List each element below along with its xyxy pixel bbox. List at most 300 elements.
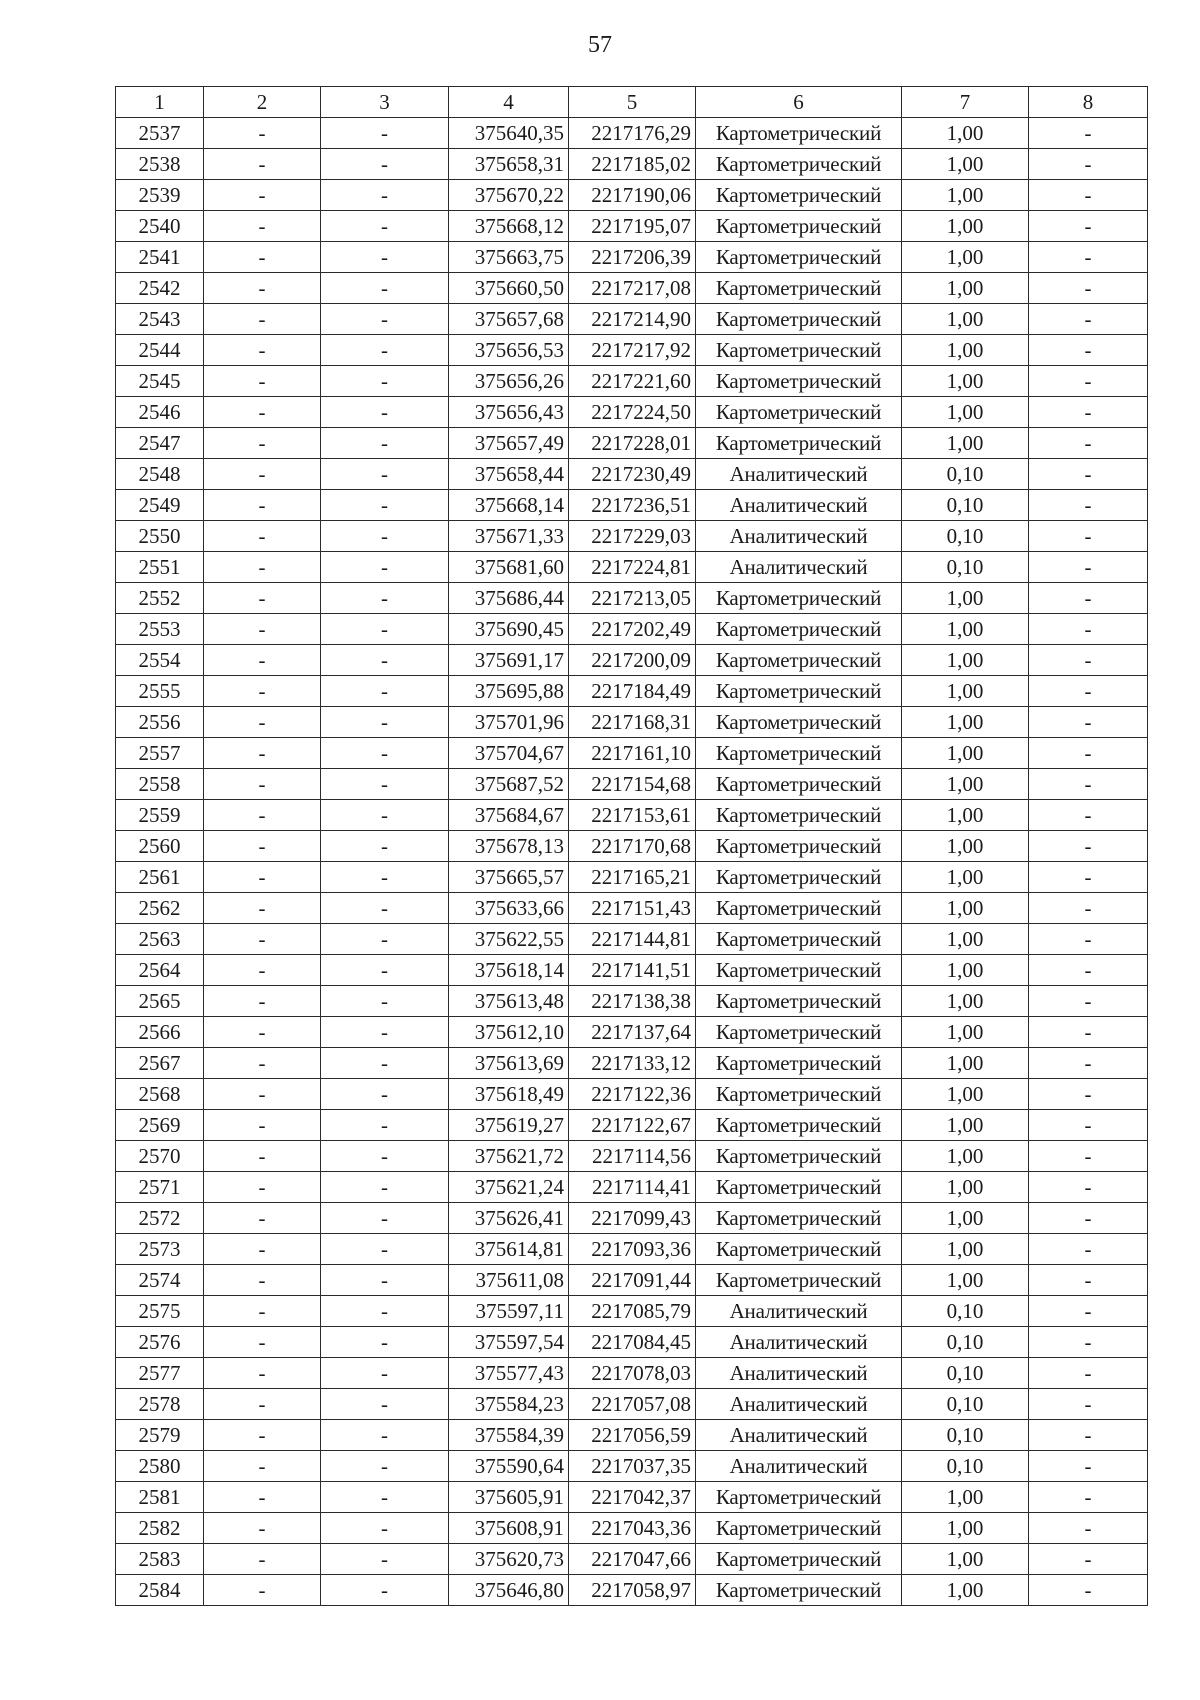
- column-header: 4: [449, 87, 569, 118]
- table-row: [116, 118, 1148, 149]
- table-row: [116, 397, 1148, 428]
- y-coordinate-cell: 2217037,35: [569, 1451, 696, 1482]
- accuracy-cell: 1,00: [902, 676, 1029, 707]
- column-3-cell: -: [321, 1420, 449, 1451]
- y-coordinate-cell: 2217224,50: [569, 397, 696, 428]
- accuracy-cell: 1,00: [902, 893, 1029, 924]
- column-3-cell: -: [321, 304, 449, 335]
- column-8-cell: -: [1029, 304, 1148, 335]
- x-coordinate-cell: 375618,49: [449, 1079, 569, 1110]
- accuracy-cell: 1,00: [902, 738, 1029, 769]
- method-cell: Аналитический: [696, 1358, 902, 1389]
- column-8-cell: -: [1029, 366, 1148, 397]
- accuracy-cell: 1,00: [902, 1575, 1029, 1606]
- column-3-cell: -: [321, 1513, 449, 1544]
- page-number: 57: [588, 32, 612, 58]
- method-cell: Картометрический: [696, 893, 902, 924]
- x-coordinate-cell: 375584,39: [449, 1420, 569, 1451]
- method-cell: Картометрический: [696, 366, 902, 397]
- y-coordinate-cell: 2217122,36: [569, 1079, 696, 1110]
- method-cell: Картометрический: [696, 180, 902, 211]
- table-row: [116, 1513, 1148, 1544]
- column-8-cell: -: [1029, 1513, 1148, 1544]
- method-cell: Картометрический: [696, 1544, 902, 1575]
- column-2-cell: -: [204, 273, 321, 304]
- column-8-cell: -: [1029, 1358, 1148, 1389]
- point-number-cell: 2558: [116, 769, 204, 800]
- x-coordinate-cell: 375684,67: [449, 800, 569, 831]
- point-number-cell: 2574: [116, 1265, 204, 1296]
- method-cell: Картометрический: [696, 707, 902, 738]
- x-coordinate-cell: 375690,45: [449, 614, 569, 645]
- column-3-cell: -: [321, 459, 449, 490]
- method-cell: Картометрический: [696, 149, 902, 180]
- table-row: [116, 614, 1148, 645]
- point-number-cell: 2547: [116, 428, 204, 459]
- column-2-cell: -: [204, 1420, 321, 1451]
- column-3-cell: -: [321, 335, 449, 366]
- column-2-cell: -: [204, 1358, 321, 1389]
- method-cell: Картометрический: [696, 1203, 902, 1234]
- x-coordinate-cell: 375656,26: [449, 366, 569, 397]
- table-row: [116, 1203, 1148, 1234]
- point-number-cell: 2543: [116, 304, 204, 335]
- method-cell: Картометрический: [696, 242, 902, 273]
- accuracy-cell: 1,00: [902, 1544, 1029, 1575]
- column-2-cell: -: [204, 242, 321, 273]
- accuracy-cell: 1,00: [902, 1110, 1029, 1141]
- point-number-cell: 2565: [116, 986, 204, 1017]
- x-coordinate-cell: 375701,96: [449, 707, 569, 738]
- accuracy-cell: 1,00: [902, 924, 1029, 955]
- column-3-cell: -: [321, 1358, 449, 1389]
- y-coordinate-cell: 2217168,31: [569, 707, 696, 738]
- y-coordinate-cell: 2217154,68: [569, 769, 696, 800]
- x-coordinate-cell: 375657,49: [449, 428, 569, 459]
- column-2-cell: -: [204, 1110, 321, 1141]
- table-row: [116, 1265, 1148, 1296]
- point-number-cell: 2549: [116, 490, 204, 521]
- method-cell: Аналитический: [696, 459, 902, 490]
- table-row: [116, 1327, 1148, 1358]
- point-number-cell: 2539: [116, 180, 204, 211]
- accuracy-cell: 1,00: [902, 273, 1029, 304]
- method-cell: Картометрический: [696, 831, 902, 862]
- column-2-cell: -: [204, 1451, 321, 1482]
- point-number-cell: 2578: [116, 1389, 204, 1420]
- table-row: [116, 1544, 1148, 1575]
- column-8-cell: -: [1029, 676, 1148, 707]
- column-3-cell: -: [321, 831, 449, 862]
- column-2-cell: -: [204, 1265, 321, 1296]
- point-number-cell: 2562: [116, 893, 204, 924]
- y-coordinate-cell: 2217229,03: [569, 521, 696, 552]
- column-3-cell: -: [321, 211, 449, 242]
- table-row: [116, 1389, 1148, 1420]
- column-2-cell: -: [204, 676, 321, 707]
- accuracy-cell: 1,00: [902, 1017, 1029, 1048]
- x-coordinate-cell: 375614,81: [449, 1234, 569, 1265]
- table-body: [116, 118, 1148, 1606]
- table-row: [116, 955, 1148, 986]
- x-coordinate-cell: 375590,64: [449, 1451, 569, 1482]
- table-row: [116, 1079, 1148, 1110]
- x-coordinate-cell: 375687,52: [449, 769, 569, 800]
- column-8-cell: -: [1029, 1420, 1148, 1451]
- x-coordinate-cell: 375608,91: [449, 1513, 569, 1544]
- accuracy-cell: 1,00: [902, 1141, 1029, 1172]
- column-2-cell: -: [204, 707, 321, 738]
- accuracy-cell: 1,00: [902, 428, 1029, 459]
- point-number-cell: 2571: [116, 1172, 204, 1203]
- column-8-cell: -: [1029, 149, 1148, 180]
- method-cell: Картометрический: [696, 800, 902, 831]
- column-2-cell: -: [204, 1389, 321, 1420]
- column-2-cell: -: [204, 1234, 321, 1265]
- column-8-cell: -: [1029, 1265, 1148, 1296]
- method-cell: Картометрический: [696, 955, 902, 986]
- x-coordinate-cell: 375622,55: [449, 924, 569, 955]
- column-8-cell: -: [1029, 552, 1148, 583]
- y-coordinate-cell: 2217133,12: [569, 1048, 696, 1079]
- x-coordinate-cell: 375613,69: [449, 1048, 569, 1079]
- x-coordinate-cell: 375660,50: [449, 273, 569, 304]
- accuracy-cell: 0,10: [902, 1451, 1029, 1482]
- method-cell: Картометрический: [696, 273, 902, 304]
- column-2-cell: -: [204, 149, 321, 180]
- table-row: [116, 862, 1148, 893]
- accuracy-cell: 0,10: [902, 1389, 1029, 1420]
- x-coordinate-cell: 375665,57: [449, 862, 569, 893]
- method-cell: Картометрический: [696, 645, 902, 676]
- method-cell: Картометрический: [696, 738, 902, 769]
- point-number-cell: 2555: [116, 676, 204, 707]
- accuracy-cell: 1,00: [902, 707, 1029, 738]
- column-2-cell: -: [204, 1048, 321, 1079]
- column-3-cell: -: [321, 149, 449, 180]
- column-2-cell: -: [204, 1017, 321, 1048]
- column-2-cell: -: [204, 1513, 321, 1544]
- method-cell: Картометрический: [696, 118, 902, 149]
- accuracy-cell: 1,00: [902, 149, 1029, 180]
- column-3-cell: -: [321, 428, 449, 459]
- method-cell: Картометрический: [696, 924, 902, 955]
- method-cell: Картометрический: [696, 986, 902, 1017]
- column-8-cell: -: [1029, 800, 1148, 831]
- y-coordinate-cell: 2217144,81: [569, 924, 696, 955]
- column-3-cell: -: [321, 242, 449, 273]
- table-row: [116, 242, 1148, 273]
- column-2-cell: -: [204, 118, 321, 149]
- x-coordinate-cell: 375613,48: [449, 986, 569, 1017]
- table-row: [116, 428, 1148, 459]
- column-8-cell: -: [1029, 211, 1148, 242]
- column-8-cell: -: [1029, 242, 1148, 273]
- point-number-cell: 2554: [116, 645, 204, 676]
- y-coordinate-cell: 2217114,56: [569, 1141, 696, 1172]
- y-coordinate-cell: 2217056,59: [569, 1420, 696, 1451]
- column-8-cell: -: [1029, 1141, 1148, 1172]
- column-2-cell: -: [204, 645, 321, 676]
- point-number-cell: 2566: [116, 1017, 204, 1048]
- method-cell: Картометрический: [696, 1017, 902, 1048]
- method-cell: Картометрический: [696, 1110, 902, 1141]
- table-row: [116, 1234, 1148, 1265]
- x-coordinate-cell: 375577,43: [449, 1358, 569, 1389]
- column-8-cell: -: [1029, 1451, 1148, 1482]
- method-cell: Картометрический: [696, 211, 902, 242]
- method-cell: Картометрический: [696, 1513, 902, 1544]
- accuracy-cell: 1,00: [902, 614, 1029, 645]
- point-number-cell: 2551: [116, 552, 204, 583]
- x-coordinate-cell: 375621,24: [449, 1172, 569, 1203]
- column-3-cell: -: [321, 1389, 449, 1420]
- column-header: 8: [1029, 87, 1148, 118]
- y-coordinate-cell: 2217084,45: [569, 1327, 696, 1358]
- method-cell: Картометрический: [696, 1265, 902, 1296]
- method-cell: Картометрический: [696, 1172, 902, 1203]
- column-3-cell: -: [321, 552, 449, 583]
- point-number-cell: 2584: [116, 1575, 204, 1606]
- point-number-cell: 2538: [116, 149, 204, 180]
- column-3-cell: -: [321, 1234, 449, 1265]
- table-row: [116, 1017, 1148, 1048]
- method-cell: Картометрический: [696, 583, 902, 614]
- column-8-cell: -: [1029, 180, 1148, 211]
- column-3-cell: -: [321, 366, 449, 397]
- point-number-cell: 2550: [116, 521, 204, 552]
- column-3-cell: -: [321, 1048, 449, 1079]
- column-3-cell: -: [321, 800, 449, 831]
- y-coordinate-cell: 2217221,60: [569, 366, 696, 397]
- x-coordinate-cell: 375670,22: [449, 180, 569, 211]
- x-coordinate-cell: 375633,66: [449, 893, 569, 924]
- column-8-cell: -: [1029, 397, 1148, 428]
- table-row: [116, 490, 1148, 521]
- column-3-cell: -: [321, 273, 449, 304]
- table-row: [116, 1141, 1148, 1172]
- y-coordinate-cell: 2217138,38: [569, 986, 696, 1017]
- column-header: 6: [696, 87, 902, 118]
- column-2-cell: -: [204, 986, 321, 1017]
- table-row: [116, 459, 1148, 490]
- column-3-cell: -: [321, 1482, 449, 1513]
- column-2-cell: -: [204, 769, 321, 800]
- column-8-cell: -: [1029, 273, 1148, 304]
- column-3-cell: -: [321, 1544, 449, 1575]
- accuracy-cell: 1,00: [902, 211, 1029, 242]
- column-3-cell: -: [321, 614, 449, 645]
- accuracy-cell: 1,00: [902, 1048, 1029, 1079]
- method-cell: Картометрический: [696, 397, 902, 428]
- column-2-cell: -: [204, 366, 321, 397]
- x-coordinate-cell: 375620,73: [449, 1544, 569, 1575]
- table-row: [116, 1575, 1148, 1606]
- table-row: [116, 769, 1148, 800]
- table-row: [116, 738, 1148, 769]
- accuracy-cell: 1,00: [902, 800, 1029, 831]
- column-2-cell: -: [204, 955, 321, 986]
- y-coordinate-cell: 2217057,08: [569, 1389, 696, 1420]
- column-8-cell: -: [1029, 459, 1148, 490]
- point-number-cell: 2563: [116, 924, 204, 955]
- y-coordinate-cell: 2217058,97: [569, 1575, 696, 1606]
- method-cell: Аналитический: [696, 490, 902, 521]
- column-2-cell: -: [204, 1327, 321, 1358]
- column-2-cell: -: [204, 1141, 321, 1172]
- method-cell: Картометрический: [696, 1141, 902, 1172]
- column-8-cell: -: [1029, 490, 1148, 521]
- y-coordinate-cell: 2217176,29: [569, 118, 696, 149]
- column-8-cell: -: [1029, 1482, 1148, 1513]
- point-number-cell: 2570: [116, 1141, 204, 1172]
- point-number-cell: 2573: [116, 1234, 204, 1265]
- method-cell: Картометрический: [696, 1482, 902, 1513]
- y-coordinate-cell: 2217099,43: [569, 1203, 696, 1234]
- method-cell: Картометрический: [696, 862, 902, 893]
- column-2-cell: -: [204, 1203, 321, 1234]
- table-row: [116, 1451, 1148, 1482]
- x-coordinate-cell: 375691,17: [449, 645, 569, 676]
- column-8-cell: -: [1029, 955, 1148, 986]
- table-row: [116, 707, 1148, 738]
- y-coordinate-cell: 2217190,06: [569, 180, 696, 211]
- column-8-cell: -: [1029, 1172, 1148, 1203]
- point-number-cell: 2569: [116, 1110, 204, 1141]
- accuracy-cell: 1,00: [902, 1482, 1029, 1513]
- column-8-cell: -: [1029, 1544, 1148, 1575]
- accuracy-cell: 1,00: [902, 1513, 1029, 1544]
- table-row: [116, 831, 1148, 862]
- x-coordinate-cell: 375584,23: [449, 1389, 569, 1420]
- column-2-cell: -: [204, 1575, 321, 1606]
- accuracy-cell: 1,00: [902, 397, 1029, 428]
- y-coordinate-cell: 2217202,49: [569, 614, 696, 645]
- column-2-cell: -: [204, 459, 321, 490]
- accuracy-cell: 1,00: [902, 769, 1029, 800]
- point-number-cell: 2540: [116, 211, 204, 242]
- y-coordinate-cell: 2217217,92: [569, 335, 696, 366]
- accuracy-cell: 1,00: [902, 1265, 1029, 1296]
- point-number-cell: 2572: [116, 1203, 204, 1234]
- column-3-cell: -: [321, 583, 449, 614]
- column-8-cell: -: [1029, 428, 1148, 459]
- column-3-cell: -: [321, 1017, 449, 1048]
- x-coordinate-cell: 375663,75: [449, 242, 569, 273]
- y-coordinate-cell: 2217078,03: [569, 1358, 696, 1389]
- x-coordinate-cell: 375612,10: [449, 1017, 569, 1048]
- x-coordinate-cell: 375621,72: [449, 1141, 569, 1172]
- table-row: [116, 583, 1148, 614]
- column-2-cell: -: [204, 552, 321, 583]
- accuracy-cell: 1,00: [902, 583, 1029, 614]
- table-row: [116, 893, 1148, 924]
- y-coordinate-cell: 2217170,68: [569, 831, 696, 862]
- accuracy-cell: 0,10: [902, 1327, 1029, 1358]
- table-row: [116, 335, 1148, 366]
- point-number-cell: 2556: [116, 707, 204, 738]
- method-cell: Аналитический: [696, 521, 902, 552]
- accuracy-cell: 1,00: [902, 1203, 1029, 1234]
- y-coordinate-cell: 2217137,64: [569, 1017, 696, 1048]
- point-number-cell: 2576: [116, 1327, 204, 1358]
- x-coordinate-cell: 375619,27: [449, 1110, 569, 1141]
- column-header: 7: [902, 87, 1029, 118]
- column-header: 1: [116, 87, 204, 118]
- table-row: [116, 304, 1148, 335]
- method-cell: Картометрический: [696, 1575, 902, 1606]
- y-coordinate-cell: 2217195,07: [569, 211, 696, 242]
- x-coordinate-cell: 375658,44: [449, 459, 569, 490]
- table-row: [116, 180, 1148, 211]
- table-row: [116, 986, 1148, 1017]
- column-8-cell: -: [1029, 521, 1148, 552]
- column-2-cell: -: [204, 490, 321, 521]
- column-2-cell: -: [204, 831, 321, 862]
- column-2-cell: -: [204, 428, 321, 459]
- column-3-cell: -: [321, 118, 449, 149]
- point-number-cell: 2557: [116, 738, 204, 769]
- y-coordinate-cell: 2217122,67: [569, 1110, 696, 1141]
- point-number-cell: 2552: [116, 583, 204, 614]
- method-cell: Аналитический: [696, 1451, 902, 1482]
- accuracy-cell: 0,10: [902, 552, 1029, 583]
- column-2-cell: -: [204, 397, 321, 428]
- column-2-cell: -: [204, 893, 321, 924]
- column-3-cell: -: [321, 769, 449, 800]
- column-2-cell: -: [204, 1079, 321, 1110]
- point-number-cell: 2544: [116, 335, 204, 366]
- x-coordinate-cell: 375656,43: [449, 397, 569, 428]
- point-number-cell: 2568: [116, 1079, 204, 1110]
- x-coordinate-cell: 375640,35: [449, 118, 569, 149]
- x-coordinate-cell: 375611,08: [449, 1265, 569, 1296]
- table-row: [116, 521, 1148, 552]
- method-cell: Картометрический: [696, 769, 902, 800]
- column-3-cell: -: [321, 707, 449, 738]
- point-number-cell: 2581: [116, 1482, 204, 1513]
- method-cell: Аналитический: [696, 1327, 902, 1358]
- x-coordinate-cell: 375658,31: [449, 149, 569, 180]
- column-3-cell: -: [321, 1296, 449, 1327]
- accuracy-cell: 1,00: [902, 242, 1029, 273]
- point-number-cell: 2559: [116, 800, 204, 831]
- y-coordinate-cell: 2217141,51: [569, 955, 696, 986]
- x-coordinate-cell: 375597,11: [449, 1296, 569, 1327]
- column-3-cell: -: [321, 1451, 449, 1482]
- method-cell: Картометрический: [696, 1079, 902, 1110]
- column-8-cell: -: [1029, 738, 1148, 769]
- table-row: [116, 800, 1148, 831]
- column-8-cell: -: [1029, 862, 1148, 893]
- table-row: [116, 211, 1148, 242]
- point-number-cell: 2545: [116, 366, 204, 397]
- y-coordinate-cell: 2217213,05: [569, 583, 696, 614]
- y-coordinate-cell: 2217206,39: [569, 242, 696, 273]
- point-number-cell: 2579: [116, 1420, 204, 1451]
- column-2-cell: -: [204, 1544, 321, 1575]
- accuracy-cell: 0,10: [902, 459, 1029, 490]
- accuracy-cell: 1,00: [902, 1079, 1029, 1110]
- y-coordinate-cell: 2217214,90: [569, 304, 696, 335]
- column-3-cell: -: [321, 1327, 449, 1358]
- accuracy-cell: 1,00: [902, 335, 1029, 366]
- y-coordinate-cell: 2217165,21: [569, 862, 696, 893]
- accuracy-cell: 1,00: [902, 118, 1029, 149]
- y-coordinate-cell: 2217224,81: [569, 552, 696, 583]
- y-coordinate-cell: 2217114,41: [569, 1172, 696, 1203]
- table-row: [116, 676, 1148, 707]
